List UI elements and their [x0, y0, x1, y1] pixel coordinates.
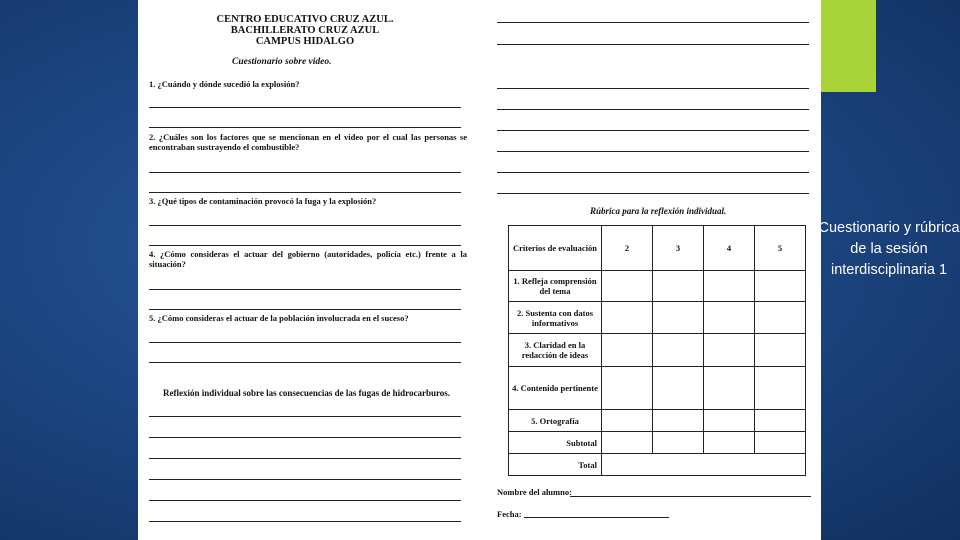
rubric-table [508, 225, 806, 476]
answer-line [149, 245, 461, 246]
score-cell[interactable] [653, 334, 704, 367]
score-header: 4 [704, 226, 755, 271]
score-header: 2 [602, 226, 653, 271]
total-cell[interactable] [602, 454, 806, 476]
score-header: 3 [653, 226, 704, 271]
score-cell[interactable] [755, 432, 806, 454]
score-cell[interactable] [602, 302, 653, 334]
student-name-label: Nombre del alumno: [497, 487, 572, 497]
score-cell[interactable] [653, 432, 704, 454]
reflection-line [497, 22, 809, 23]
questionnaire-subtitle: Cuestionario sobre video. [232, 57, 332, 67]
score-cell[interactable] [653, 367, 704, 410]
school-name: CENTRO EDUCATIVO CRUZ AZUL. [216, 14, 394, 25]
score-cell[interactable] [704, 410, 755, 432]
score-cell[interactable] [602, 432, 653, 454]
rubric-title: Rúbrica para la reflexión individual. [590, 206, 727, 216]
question-5: 5. ¿Cómo consideras el actuar de la población involucrada en el suceso? [149, 313, 409, 323]
reflection-line [149, 521, 461, 522]
question-2: 2. ¿Cuáles son los factores que se mencionan en el video por el cual las personas se encontraban sustrayendo el combustible? [149, 132, 467, 152]
reflection-line [497, 193, 809, 194]
score-cell[interactable] [704, 334, 755, 367]
score-cell[interactable] [704, 432, 755, 454]
reflection-line [149, 500, 461, 501]
reflection-line [497, 109, 809, 110]
accent-bar [821, 0, 876, 92]
reflection-line [497, 88, 809, 89]
reflection-line [497, 44, 809, 45]
date-label: Fecha: [497, 509, 522, 519]
answer-line [149, 192, 461, 193]
score-cell[interactable] [755, 367, 806, 410]
subtotal-label: Subtotal [509, 432, 602, 454]
answer-line [149, 362, 461, 363]
score-cell[interactable] [755, 302, 806, 334]
criterion: 4. Contenido pertinente [509, 367, 602, 410]
answer-line [149, 225, 461, 226]
reflection-line [149, 416, 461, 417]
question-4: 4. ¿Cómo consideras el actuar del gobierno (autoridades, policía etc.) frente a la situación? [149, 249, 467, 269]
score-cell[interactable] [755, 334, 806, 367]
school-campus: CAMPUS HIDALGO [255, 36, 355, 47]
answer-line [149, 127, 461, 128]
question-1: 1. ¿Cuándo y dónde sucedió la explosión? [149, 79, 300, 89]
score-cell[interactable] [704, 302, 755, 334]
answer-line [149, 289, 461, 290]
criterion: 3. Claridad en la redacción de ideas [509, 334, 602, 367]
reflection-line [149, 479, 461, 480]
criterion: 1. Refleja comprensión del tema [509, 271, 602, 302]
score-cell[interactable] [755, 410, 806, 432]
score-cell[interactable] [704, 271, 755, 302]
answer-line [149, 309, 461, 310]
answer-line [149, 107, 461, 108]
score-cell[interactable] [653, 410, 704, 432]
score-cell[interactable] [602, 271, 653, 302]
student-name-field[interactable] [570, 496, 811, 497]
reflection-line [497, 151, 809, 152]
score-cell[interactable] [602, 334, 653, 367]
score-cell[interactable] [653, 302, 704, 334]
total-label: Total [509, 454, 602, 476]
school-program: BACHILLERATO CRUZ AZUL [230, 25, 380, 36]
score-cell[interactable] [704, 367, 755, 410]
reflection-line [149, 458, 461, 459]
score-cell[interactable] [755, 271, 806, 302]
reflection-line [497, 172, 809, 173]
reflection-title: Reflexión individual sobre las consecuencias de las fugas de hidrocarburos. [163, 388, 451, 398]
criterion: 2. Sustenta con datos informativos [509, 302, 602, 334]
score-cell[interactable] [653, 271, 704, 302]
reflection-line [149, 437, 461, 438]
answer-line [149, 342, 461, 343]
criterion: 5. Ortografía [509, 410, 602, 432]
score-cell[interactable] [602, 410, 653, 432]
reflection-line [497, 130, 809, 131]
criteria-header: Criterios de evaluación [509, 226, 602, 271]
score-cell[interactable] [602, 367, 653, 410]
question-3: 3. ¿Qué tipos de contaminación provocó la fuga y la explosión? [149, 196, 377, 206]
answer-line [149, 172, 461, 173]
date-field[interactable] [524, 517, 669, 518]
score-header: 5 [755, 226, 806, 271]
slide-title: Cuestionario y rúbrica de la sesión interdisciplinaria 1 [818, 220, 960, 278]
